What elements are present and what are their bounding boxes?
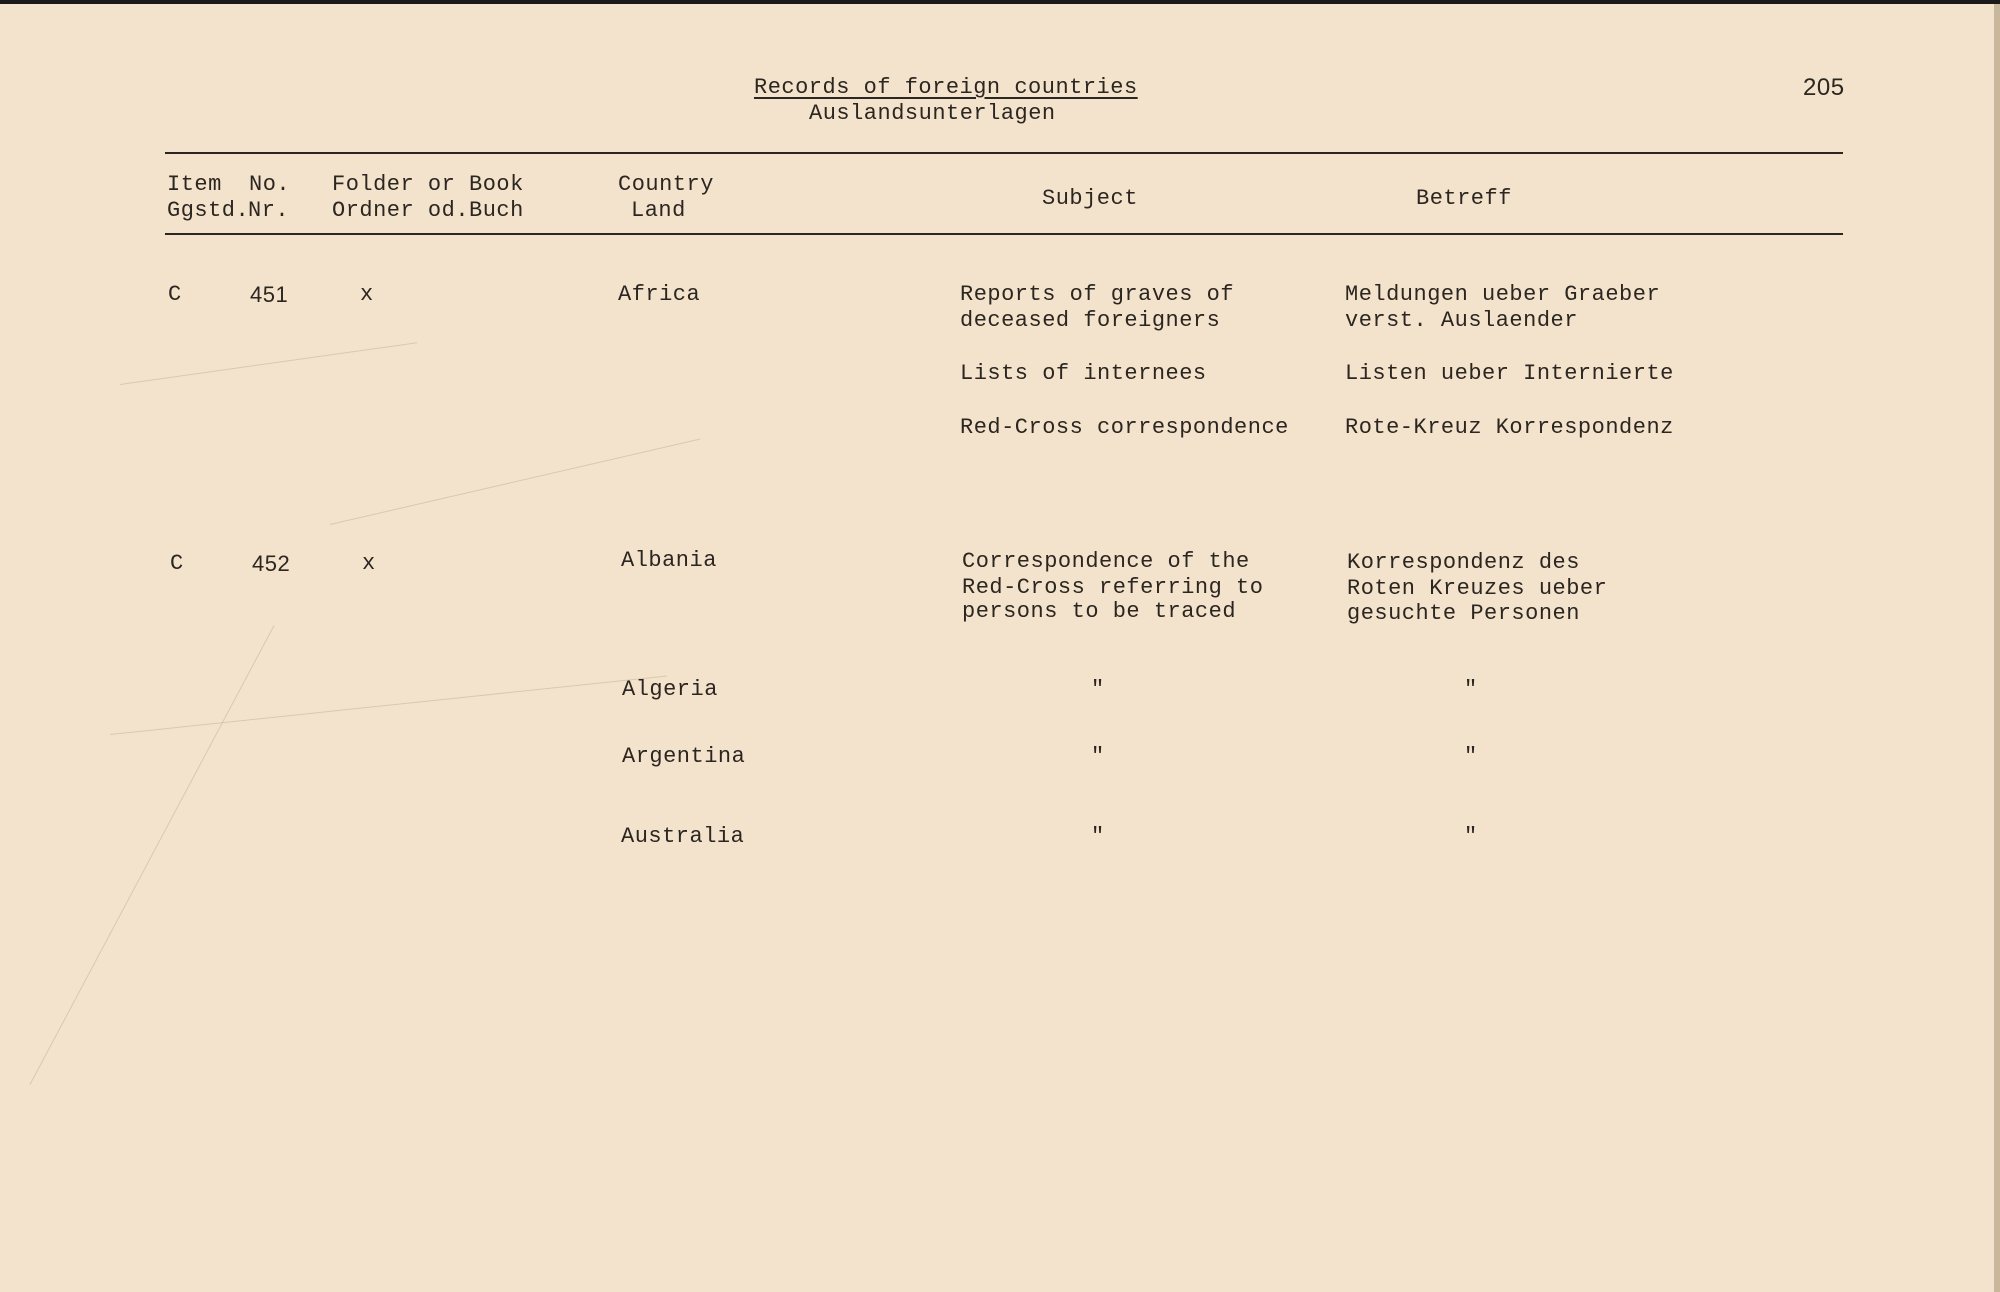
subject-cell: Reports of graves of <box>960 282 1235 307</box>
header-folder-de: Ordner od.Buch <box>332 198 524 223</box>
header-subject: Subject <box>1042 186 1138 211</box>
item-number: 452 <box>252 551 291 576</box>
header-no-en: No. <box>249 172 291 197</box>
betreff-ditto: " <box>1464 677 1478 702</box>
header-item-en: Item <box>167 172 222 197</box>
subject-ditto: " <box>1091 677 1105 702</box>
betreff-ditto: " <box>1464 744 1478 769</box>
header-betreff: Betreff <box>1416 186 1512 211</box>
header-country-en: Country <box>618 172 714 197</box>
betreff-cell: verst. Auslaender <box>1345 308 1578 333</box>
header-folder-en: Folder or Book <box>332 172 524 197</box>
subject-cell: Correspondence of the <box>962 549 1250 574</box>
item-number: 451 <box>250 282 289 307</box>
paper-crease <box>330 439 700 525</box>
betreff-cell: Korrespondenz des <box>1347 550 1580 575</box>
betreff-cell: Rote-Kreuz Korrespondenz <box>1345 415 1674 440</box>
folder-mark: x <box>362 551 376 576</box>
country-cell: Albania <box>621 548 717 573</box>
header-top-rule <box>165 152 1843 154</box>
item-letter: C <box>170 551 184 576</box>
country-cell: Africa <box>618 282 701 307</box>
country-cell: Algeria <box>622 677 718 702</box>
subject-cell: persons to be traced <box>962 599 1237 624</box>
header-item-de: Ggstd. <box>167 198 250 223</box>
document-page <box>0 4 2000 1292</box>
header-country-de: Land <box>631 198 686 223</box>
paper-crease <box>120 342 417 385</box>
betreff-cell: gesuchte Personen <box>1347 601 1580 626</box>
betreff-ditto: " <box>1464 824 1478 849</box>
page-number: 205 <box>1803 74 1845 101</box>
header-bottom-rule <box>165 233 1843 235</box>
country-cell: Australia <box>621 824 745 849</box>
page-title: Records of foreign countries <box>754 75 1138 100</box>
subject-cell: Red-Cross referring to <box>962 575 1264 600</box>
page-subtitle: Auslandsunterlagen <box>809 101 1056 126</box>
folder-mark: x <box>360 282 374 307</box>
subject-cell: deceased foreigners <box>960 308 1221 333</box>
paper-crease <box>110 675 667 735</box>
paper-crease <box>30 625 275 1085</box>
betreff-cell: Listen ueber Internierte <box>1345 361 1674 386</box>
subject-cell: Lists of internees <box>960 361 1207 386</box>
subject-ditto: " <box>1091 744 1105 769</box>
country-cell: Argentina <box>622 744 746 769</box>
item-letter: C <box>168 282 182 307</box>
betreff-cell: Roten Kreuzes ueber <box>1347 576 1608 601</box>
subject-ditto: " <box>1091 824 1105 849</box>
subject-cell: Red-Cross correspondence <box>960 415 1289 440</box>
header-no-de: Nr. <box>248 198 290 223</box>
betreff-cell: Meldungen ueber Graeber <box>1345 282 1661 307</box>
